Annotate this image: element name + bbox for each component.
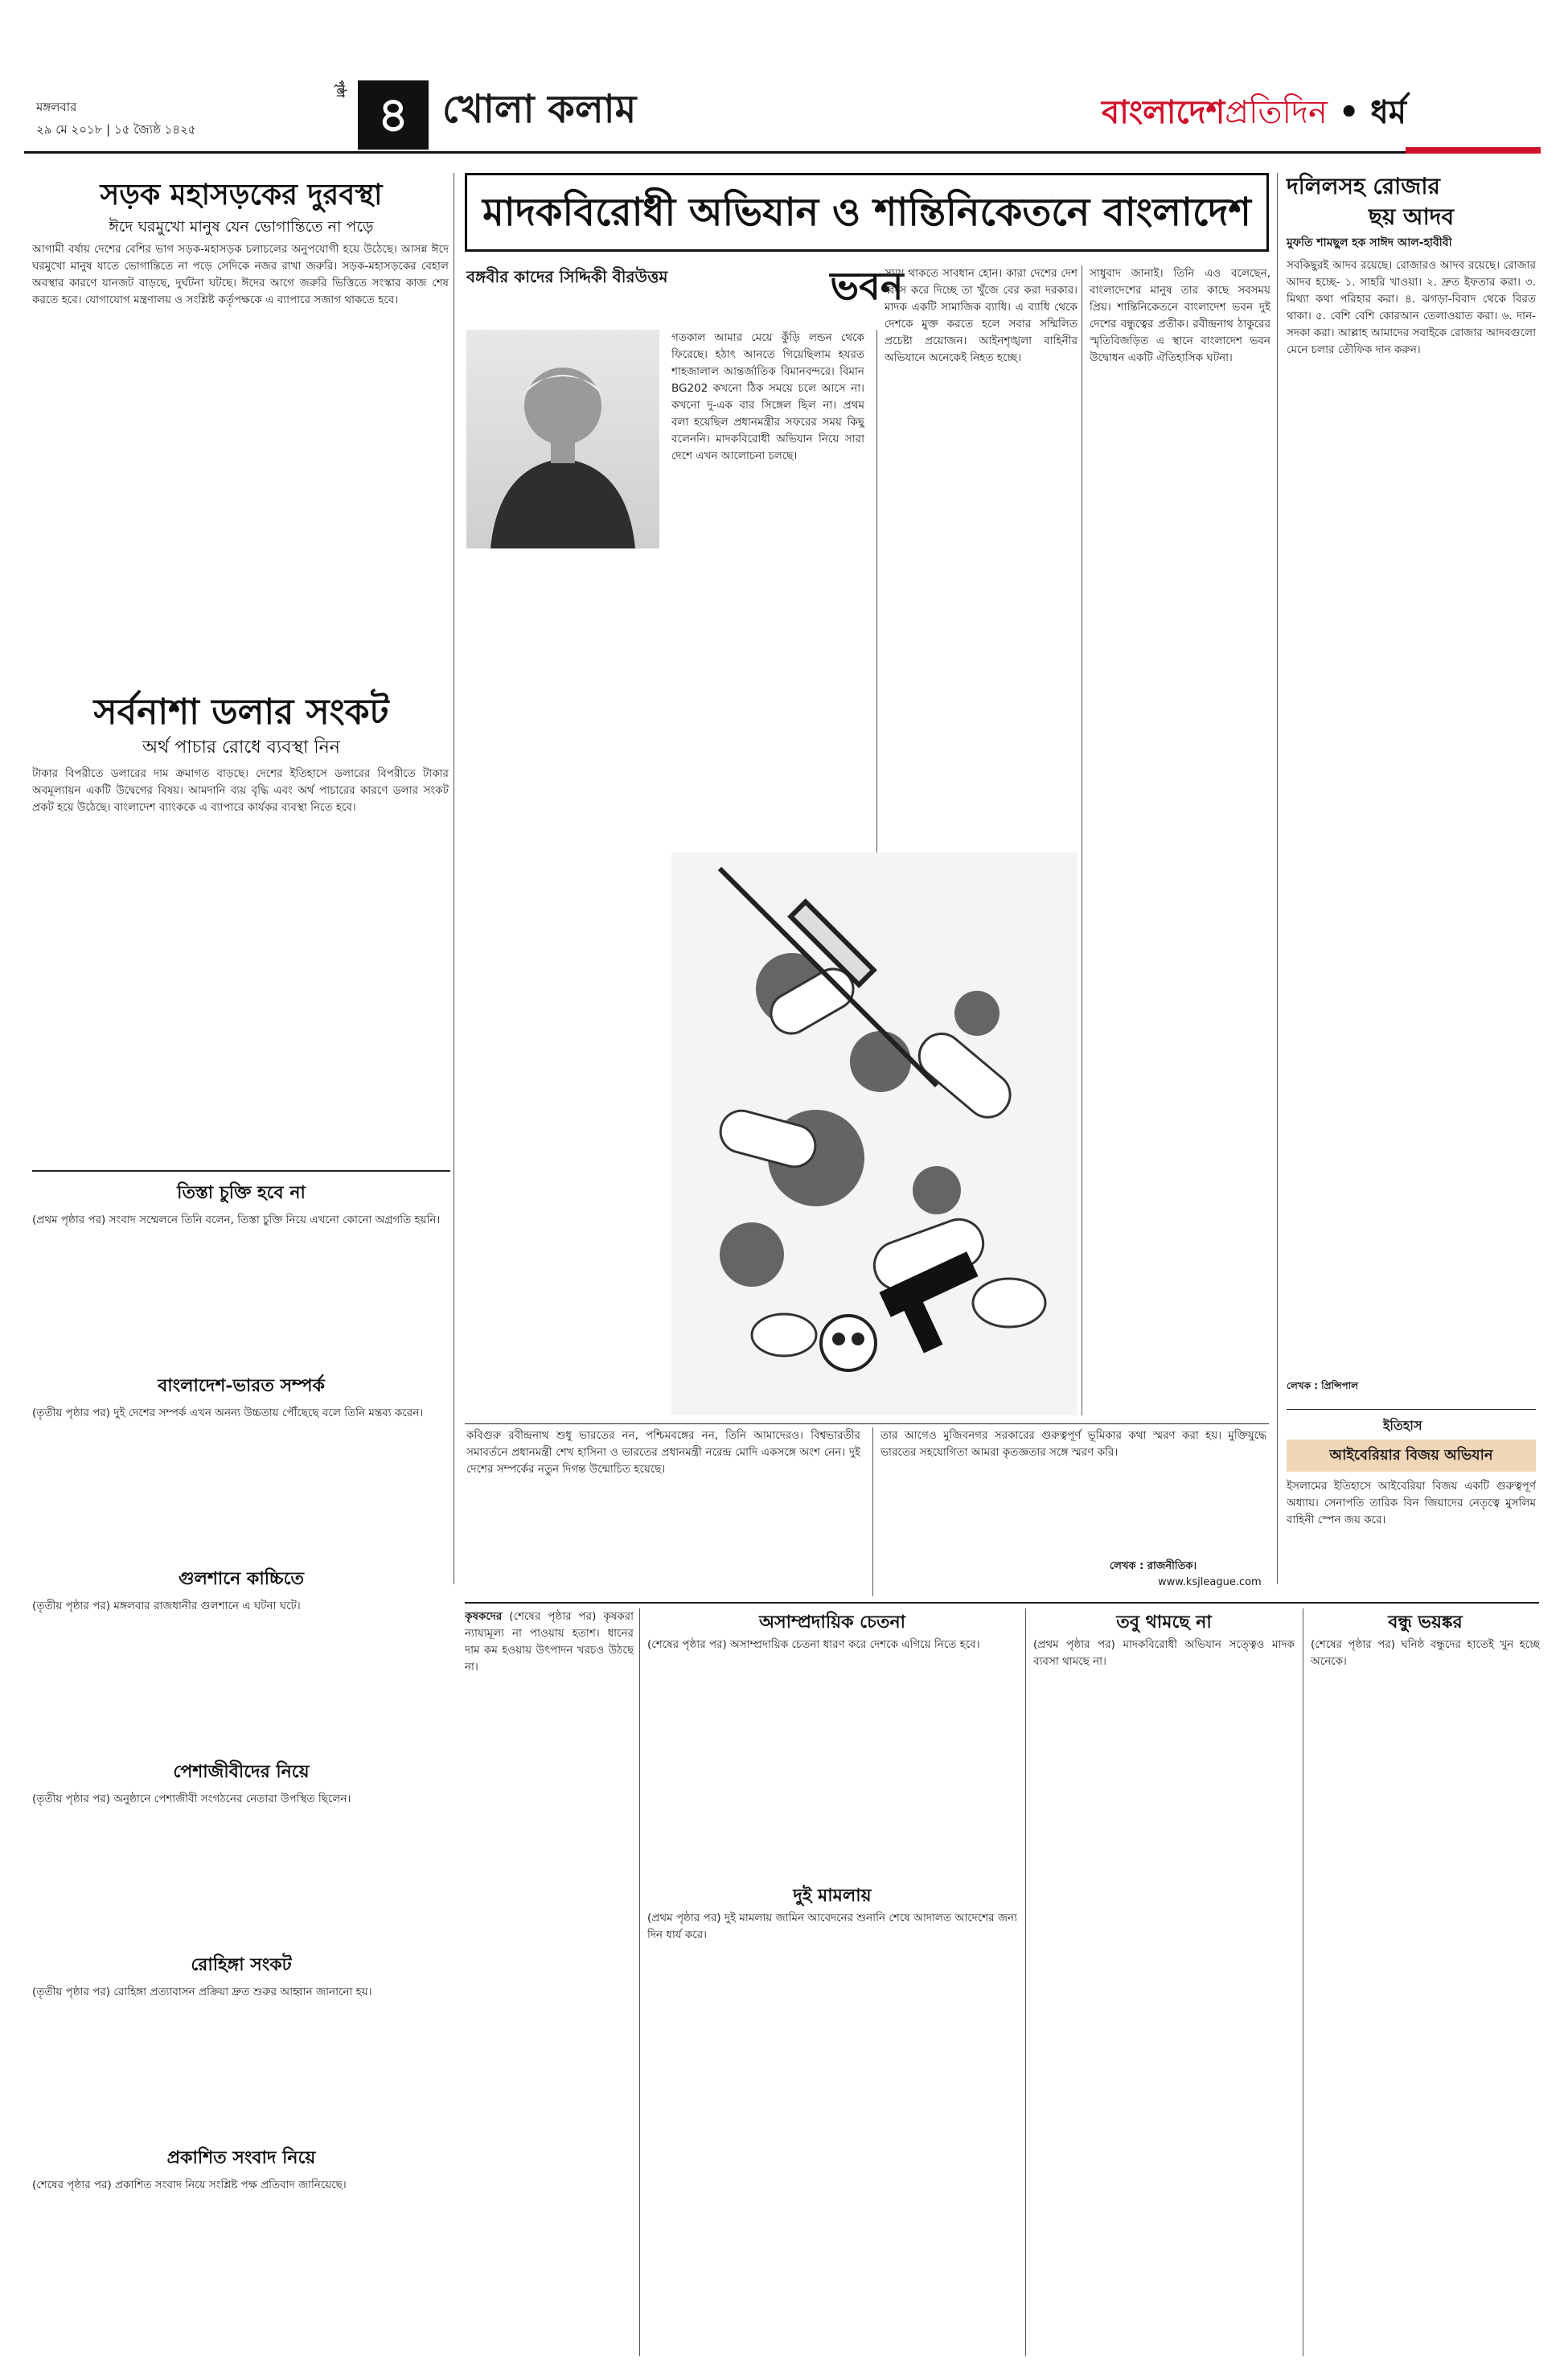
divider-right (1277, 173, 1278, 1584)
brief-body: (তৃতীয় পৃষ্ঠার পর) দুই দেশের সম্পর্ক এখন অনন্য উচ্চতায় পৌঁছেছে বলে তিনি মন্তব্য করেন। (32, 1407, 424, 1419)
main-website: www.ksjleague.com (1158, 1576, 1262, 1588)
left-briefs (32, 1176, 450, 2358)
right-title-line2: ছয় আদব (1368, 203, 1455, 230)
main-headline: মাদকবিরোধী অভিযান ও শান্তিনিকেতনে বাংলাদেশ ভবন (482, 190, 1251, 309)
left-article1-subtitle: ঈদে ঘরমুখো মানুষ যেন ভোগান্তিতে না পড়ে (109, 218, 374, 236)
section-title: খোলা কলাম (442, 87, 637, 132)
main-body-col5: তার আগেও মুজিবনগর সরকারের গুরুত্বপূর্ণ ভূমিকার কথা স্মরণ করা হয়। মুক্তিযুদ্ধে ভারতের সহযোগিতা আমরা কৃতজ্ঞতার সঙ্গে স্মরণ করি। (880, 1429, 1266, 1459)
brief-title: বাংলাদেশ-ভারত সম্পর্ক (158, 1375, 325, 1396)
bottom-col4-body: (প্রথম পৃষ্ঠার পর) মাদকবিরোধী অভিযান সত্ত্বেও মাদক ব্যবসা থামছে না। (1033, 1638, 1295, 1668)
bottom-divider-1 (639, 1608, 640, 2356)
masthead-rule (24, 151, 1541, 154)
brief-title: রোহিঙ্গা সংকট (191, 1954, 292, 1975)
brief-title: প্রকাশিত সংবাদ নিয়ে (166, 2147, 316, 2168)
page-label: পৃষ্ঠা (334, 80, 346, 98)
bottom-col3-title: দুই মামলায় (793, 1885, 872, 1906)
history-title: আইবেরিয়ার বিজয় অভিযান (1329, 1447, 1493, 1464)
masthead-day: মঙ্গলবার (36, 100, 77, 114)
bottom-col1 (465, 1608, 634, 2356)
masthead-date: ২৯ মে ২০১৮ | ১৫ জ্যৈষ্ঠ ১৪২৫ (36, 122, 196, 137)
author-portrait-icon (466, 330, 659, 548)
bullet-dot: • (1338, 94, 1360, 131)
bottom-col1-label: কৃষকদের (465, 1610, 503, 1623)
section-right: ধর্ম (1370, 94, 1406, 131)
main-divider-3 (872, 1427, 873, 1596)
bottom-col1-body: (শেষের পৃষ্ঠার পর) কৃষকরা ন্যায্যমূল্য না পাওয়ায় হতাশ। ধানের দাম কম হওয়ায় উৎপাদন খরচও উঠছে না। (465, 1610, 634, 1674)
brief-item (32, 1562, 450, 1755)
right-author: মুফতি শামছুল হক সাঈদ আল-হাবীবী (1287, 236, 1452, 249)
brief-item (32, 2141, 450, 2334)
brief-body: (প্রথম পৃষ্ঠার পর) সংবাদ সম্মেলনে তিনি বলেন, তিস্তা চুক্তি নিয়ে এখনো কোনো অগ্রগতি হয়নি। (32, 1214, 441, 1226)
brief-title: গুলশানে কাচ্চিতে (179, 1568, 304, 1589)
main-body-col1: গতকাল আমার মেয়ে কুঁড়ি লন্ডন থেকে ফিরেছে। হঠাৎ আনতে গিয়েছিলাম হযরত শাহজালাল আন্তর্জাতিক বিমানবন্দরে। বিমান BG202 কখনো ঠিক সময়ে চলে আসে না। কখনো দু-এক বার সিঙ্গেল ছিল না। প্রথম বলা হয়েছিল প্রধানমন্ত্রীর সফরের সময় কিছু বলেননি। মাদকবিরোধী অভিযান নিয়ে সারা দেশে এখন আলোচনা চলছে। (671, 331, 864, 462)
brief-item (32, 1755, 450, 1948)
syringe-pills-skull-icon (671, 852, 1077, 1415)
page-number: ৪ (377, 87, 409, 143)
left-article1-body: আগামী বর্ষায় দেশের বেশির ভাগ সড়ক-মহাসড়ক চলাচলের অনুপযোগী হয়ে উঠেছে। আসন্ন ঈদে ঘরমুখো মানুষ যাতে ভোগান্তিতে না পড়ে সেদিকে নজর রাখা জরুরি। সড়ক-মহাসড়কের বেহাল অবস্থার কারণে যানজট বাড়ছে, দুর্ঘটনা ঘটছে। ঈদের আগে জরুরি ভিত্তিতে সংস্কার কাজ শেষ করতে হবে। যোগাযোগ মন্ত্রণালয় ও সংশ্লিষ্ট কর্তৃপক্ষকে এ ব্যাপারে সজাগ থাকতে হবে। (32, 243, 449, 306)
main-lower-rule (465, 1423, 1269, 1424)
masthead (0, 0, 1568, 153)
bottom-divider-2 (1025, 1608, 1026, 2356)
right-body: সবকিছুরই আদব রয়েছে। রোজারও আদব রয়েছে। রোজার আদব হচ্ছে- ১. সাহরি খাওয়া। ২. দ্রুত ইফতার করা। ৩. মিথ্যা কথা পরিহার করা। ৪. ঝগড়া-বিবাদ থেকে বিরত থাকা। ৫. বেশি বেশি কোরআন তেলাওয়াত করা। ৬. দান-সদকা করা। আল্লাহ আমাদের সবাইকে রোজার আদবগুলো মেনে চলার তৌফিক দান করুন। (1287, 259, 1536, 356)
brief-title: তিস্তা চুক্তি হবে না (177, 1182, 306, 1203)
left-article2-title: সর্বনাশা ডলার সংকট (93, 692, 389, 733)
bottom-col3-body: (প্রথম পৃষ্ঠার পর) দুই মামলায় জামিন আবেদনের শুনানি শেষে আদালত আদেশের জন্য দিন ধার্য করে। (647, 1912, 1017, 1941)
main-body-col4: কবিগুরু রবীন্দ্রনাথ শুধু ভারতের নন, পশ্চিমবঙ্গের নন, তিনি আমাদেরও। বিশ্বভারতীর সমাবর্তনে প্রধানমন্ত্রী শেখ হাসিনা ও ভারতের প্রধানমন্ত্রী নরেন্দ্র মোদি একসঙ্গে অংশ নেন। দুই দেশের সম্পর্কের নতুন দিগন্ত উন্মোচিত হয়েছে। (466, 1429, 860, 1476)
main-signature: লেখক : রাজনীতিক। (1110, 1560, 1197, 1572)
author-photo (466, 330, 659, 548)
brief-body: (তৃতীয় পৃষ্ঠার পর) অনুষ্ঠানে পেশাজীবী সংগঠনের নেতারা উপস্থিত ছিলেন। (32, 1793, 351, 1805)
history-title-box (1287, 1440, 1536, 1472)
brief-title: পেশাজীবীদের নিয়ে (173, 1761, 310, 1782)
left-article2-subtitle: অর্থ পাচার রোধে ব্যবস্থা নিন (142, 737, 340, 758)
paper-name-part1: বাংলাদেশ (1102, 94, 1225, 131)
left-briefs-rule (32, 1170, 450, 1172)
main-byline: বঙ্গবীর কাদের সিদ্দিকী বীরউত্তম (466, 267, 668, 286)
masthead-red-accent (1406, 147, 1541, 154)
bottom-col4-title: তবু থামছে না (1116, 1612, 1212, 1633)
page-number-box (358, 80, 429, 150)
paper-name (1102, 87, 1406, 141)
paper-name-part2: প্রতিদিন (1225, 94, 1328, 131)
bottom-rule (465, 1602, 1539, 1604)
history-label: ইতিহাস (1383, 1418, 1422, 1433)
brief-item (32, 1948, 450, 2141)
main-body-col3: সাধুবাদ জানাই। তিনি এও বলেছেন, বাংলাদেশের মানুষ তার কাছে সবসময় প্রিয়। শান্তিনিকেতনে বাংলাদেশ ভবন দুই দেশের বন্ধুত্বের প্রতীক। রবীন্দ্রনাথ ঠাকুরের স্মৃতিবিজড়িত এ স্থানে বাংলাদেশ ভবন উদ্বোধন একটি ঐতিহাসিক ঘটনা। (1090, 267, 1270, 364)
left-article1-title: সড়ক মহাসড়কের দুরবস্থা (100, 178, 383, 212)
drug-illustration-art (671, 852, 1077, 1415)
history-body: ইসলামের ইতিহাসে আইবেরিয়া বিজয় একটি গুরুত্বপূর্ণ অধ্যায়। সেনাপতি তারিক বিন জিয়াদের নেতৃত্বে মুসলিম বাহিনী স্পেন জয় করে। (1287, 1480, 1536, 1526)
bottom-col5-title: বন্ধু ভয়ঙ্কর (1388, 1612, 1463, 1633)
right-footer: লেখক : প্রিন্সিপাল (1287, 1380, 1359, 1391)
brief-item (32, 1176, 450, 1369)
right-title-line1: দলিলসহ রোজার (1287, 173, 1440, 199)
right-section-rule (1287, 1409, 1536, 1410)
brief-body: (তৃতীয় পৃষ্ঠার পর) মঙ্গলবার রাজধানীর গুলশানে এ ঘটনা ঘটে। (32, 1600, 301, 1612)
bottom-col2-title: অসাম্প্রদায়িক চেতনা (759, 1612, 905, 1633)
brief-body: (শেষের পৃষ্ঠার পর) প্রকাশিত সংবাদ নিয়ে সংশ্লিষ্ট পক্ষ প্রতিবাদ জানিয়েছে। (32, 2179, 347, 2191)
brief-item (32, 1369, 450, 1562)
bottom-col5-body: (শেষের পৃষ্ঠার পর) ঘনিষ্ঠ বন্ধুদের হাতেই খুন হচ্ছে অনেকে। (1311, 1638, 1540, 1668)
main-body-col2: সময় থাকতে সাবধান হোন। কারা দেশের দেশ ধ্বংস করে দিচ্ছে তা খুঁজে বের করা দরকার। মাদক একটি সামাজিক ব্যাধি। এ ব্যাধি থেকে দেশকে মুক্ত করতে হলে সবার সম্মিলিত প্রচেষ্টা প্রয়োজন। আইনশৃঙ্খলা বাহিনীর অভিযানে অনেকেই নিহত হচ্ছে। (885, 267, 1077, 364)
left-article2-body: টাকার বিপরীতে ডলারের দাম ক্রমাগত বাড়ছে। দেশের ইতিহাসে ডলারের বিপরীতে টাকার অবমূল্যায়ন একটি উদ্বেগের বিষয়। আমদানি ব্যয় বৃদ্ধি এবং অর্থ পাচারের কারণে ডলার সংকট প্রকট হয়ে উঠেছে। বাংলাদেশ ব্যাংককে এ ব্যাপারে কার্যকর ব্যবস্থা নিতে হবে। (32, 767, 449, 814)
bottom-col2-body: (শেষের পৃষ্ঠার পর) অসাম্প্রদায়িক চেতনা ধারণ করে দেশকে এগিয়ে নিতে হবে। (647, 1638, 980, 1651)
brief-body: (তৃতীয় পৃষ্ঠার পর) রোহিঙ্গা প্রত্যাবাসন প্রক্রিয়া দ্রুত শুরুর আহ্বান জানানো হয়। (32, 1986, 372, 1998)
